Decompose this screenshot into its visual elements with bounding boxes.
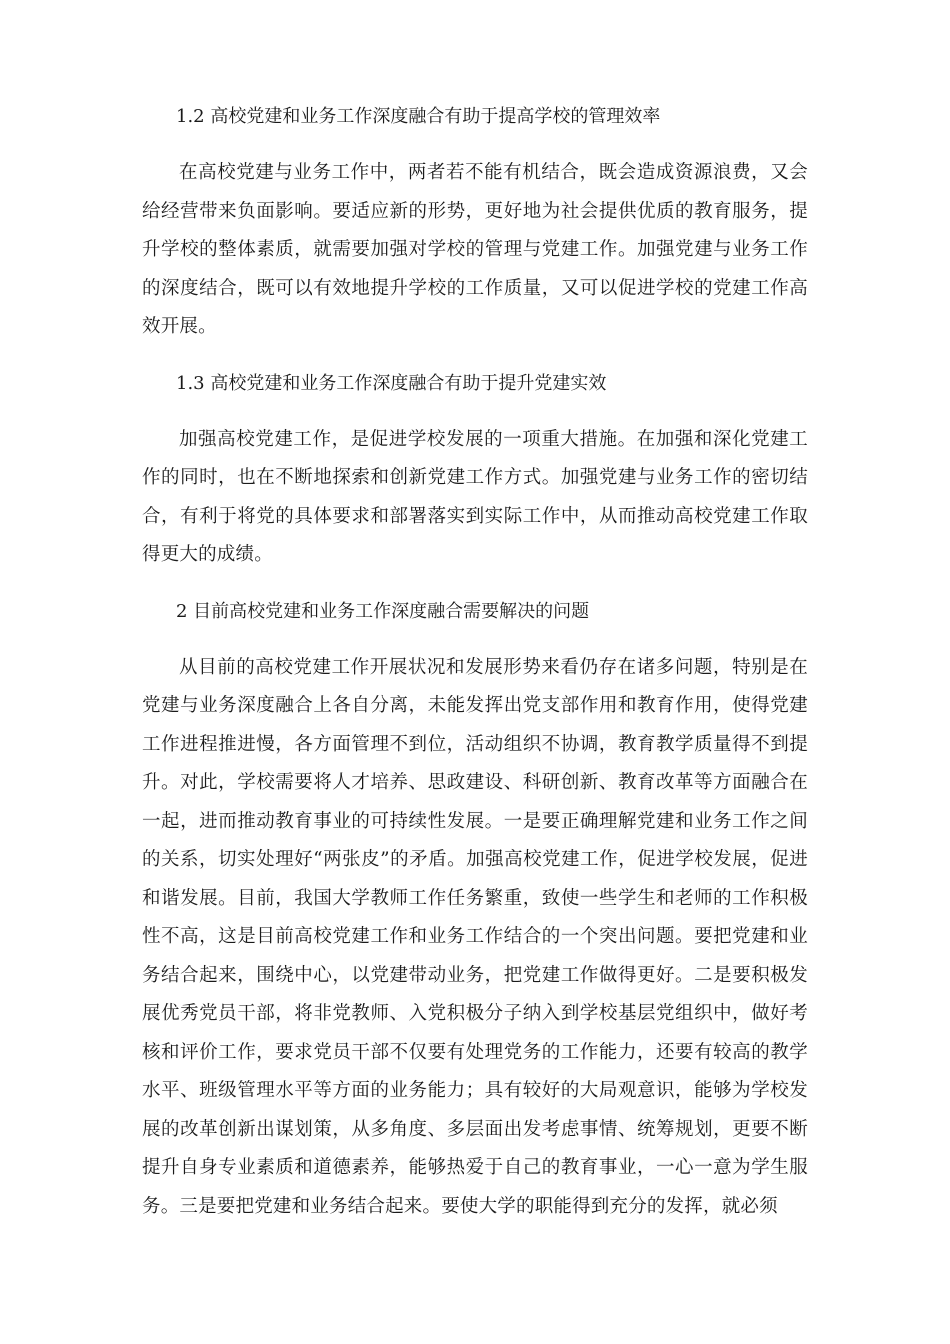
section-heading-1-3: 1.3 高校党建和业务工作深度融合有助于提升党建实效 (176, 372, 607, 394)
section-paragraph-1-3: 加强高校党建工作，是促进学校发展的一项重大措施。在加强和深化党建工作的同时，也在不断地探索和创新党建工作方式。加强党建与业务工作的密切结合，有利于将党的具体要求和部署落实到实际工作中，从而推动高校党建工作取得更大的成绩。 (142, 428, 808, 565)
section-heading-1-2: 1.2 高校党建和业务工作深度融合有助于提高学校的管理效率 (176, 106, 661, 127)
section-paragraph-1-2: 在高校党建与业务工作中，两者若不能有机结合，既会造成资源浪费，又会给经营带来负面影响。要适应新的形势，更好地为社会提供优质的教育服务，提升学校的整体素质，就需要加强对学校的管理与党建工作。加强党建与业务工作的深度结合，既可以有效地提升学校的工作质量，又可以促进学校的党建工作高效开展。 (142, 162, 808, 337)
document-body (142, 100, 808, 1246)
section-paragraph-2: 从目前的高校党建工作开展状况和发展形势来看仍存在诸多问题，特别是在党建与业务深度融合上各自分离，未能发挥出党支部作用和教育作用，使得党建工作进程推进慢，各方面管理不到位，活动组织不协调，教育教学质量得不到提升。对此，学校需要将人才培养、思政建设、科研创新、教育改革等方面融合在一起，进而推动教育事业的可持续性发展。一是要正确理解党建和业务工作之间的关系，切实处理好“两张皮”的矛盾。加强高校党建工作，促进学校发展，促进和谐发展。目前，我国大学教师工作任务繁重，致使一些学生和老师的工作积极性不高，这是目前高校党建工作和业务工作结合的一个突出问题。要把党建和业务结合起来，围绕中心，以党建带动业务，把党建工作做得更好。二是要积极发展优秀党员干部，将非党教师、入党积极分子纳入到学校基层党组织中，做好考核和评价工作，要求党员干部不仅要有处理党务的工作能力，还要有较高的教学水平、班级管理水平等方面的业务能力；具有较好的大局观意识，能够为学校发展的改革创新出谋划策，从多角度、多层面出发考虑事情、统筹规划，更要不断提升自身专业素质和道德素养，能够热爱于自己的教育事业，一心一意为学生服务。三是要把党建和业务结合起来。要使大学的职能得到充分的发挥，就必须 (142, 656, 808, 1217)
section-heading-2: 2 目前高校党建和业务工作深度融合需要解决的问题 (176, 600, 590, 622)
